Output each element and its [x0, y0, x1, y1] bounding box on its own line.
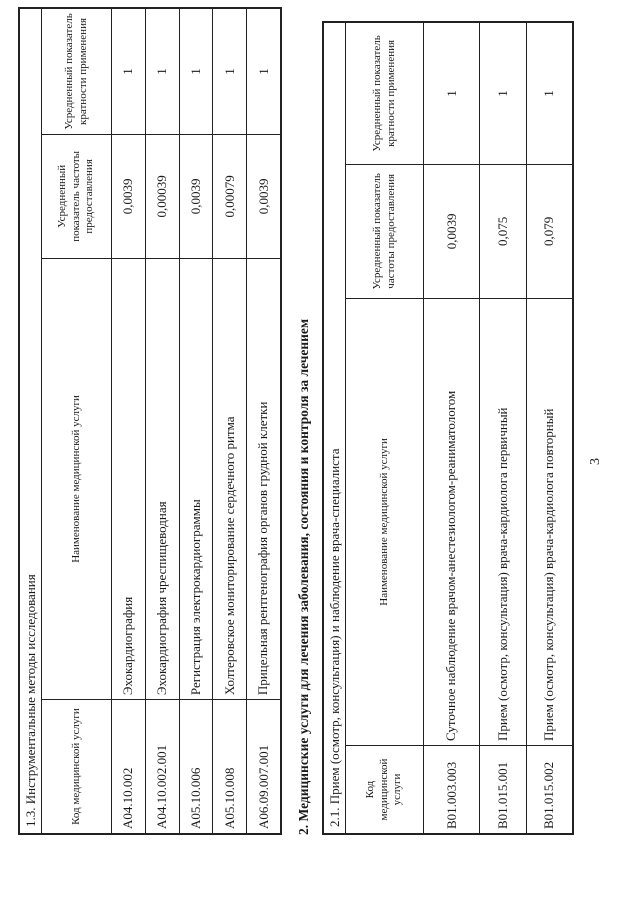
row-name: Прицельная рентгенография органов грудной клетки: [247, 258, 281, 699]
row-name: Прием (осмотр, консультация) врача-кардиолога повторный: [526, 298, 573, 745]
row-code: A06.09.007.001: [247, 700, 281, 834]
table-instrumental-methods: [18, 7, 282, 835]
row-multiplicity: 1: [213, 9, 247, 135]
table1-header-code: Код медицинской услуги: [42, 700, 112, 834]
row-multiplicity: 1: [480, 23, 527, 165]
page-number: 3: [588, 458, 603, 465]
table-row: [145, 9, 179, 834]
row-frequency: 0,0039: [247, 134, 281, 258]
row-multiplicity: 1: [424, 23, 480, 165]
row-code: A04.10.002.001: [145, 700, 179, 834]
table-row: [526, 23, 573, 834]
row-code: B01.015.001: [480, 746, 527, 834]
row-frequency: 0,00039: [145, 134, 179, 258]
table-row: [179, 9, 213, 834]
table2-header-multiplicity: Усредненный показатель кратности применения: [346, 23, 424, 165]
row-frequency: 0,00079: [213, 134, 247, 258]
section-2-heading: 2. Медицинские услуги для лечения заболевания, состояния и контроля за лечением: [296, 318, 311, 835]
row-frequency: 0,0039: [424, 164, 480, 298]
row-multiplicity: 1: [247, 9, 281, 135]
table1-header-multiplicity: Усредненный показатель кратности применения: [42, 9, 112, 135]
row-name: Прием (осмотр, консультация) врача-кардиолога первичный: [480, 298, 527, 745]
table1-header-frequency: Усредненный показатель частоты предоставления: [42, 134, 112, 258]
table-row: [480, 23, 527, 834]
row-frequency: 0,079: [526, 164, 573, 298]
row-name: Суточное наблюдение врачом-анестезиологом-реаниматологом: [424, 298, 480, 745]
row-frequency: 0,0039: [179, 134, 213, 258]
row-code: A04.10.002: [112, 700, 146, 834]
row-name: Эхокардиография чреспищеводная: [145, 258, 179, 699]
table-row: [424, 23, 480, 834]
row-name: Регистрация электрокардиограммы: [179, 258, 213, 699]
row-name: Эхокардиография: [112, 258, 146, 699]
table1-header-name: Наименование медицинской услуги: [42, 258, 112, 699]
table-row: [247, 9, 281, 834]
row-code: A05.10.006: [179, 700, 213, 834]
table1-caption: 1.3. Инструментальные методы исследования: [20, 9, 42, 834]
row-code: B01.015.002: [526, 746, 573, 834]
table2-caption: 2.1. Прием (осмотр, консультация) и наблюдение врача-специалиста: [324, 23, 346, 834]
table2-header-name: Наименование медицинской услуги: [346, 298, 424, 745]
table-row: [213, 9, 247, 834]
row-frequency: 0,0039: [112, 134, 146, 258]
row-code: B01.003.003: [424, 746, 480, 834]
table-row: [112, 9, 146, 834]
row-multiplicity: 1: [179, 9, 213, 135]
row-multiplicity: 1: [112, 9, 146, 135]
row-multiplicity: 1: [526, 23, 573, 165]
table2-header-frequency: Усредненный показатель частоты предоставления: [346, 164, 424, 298]
row-frequency: 0,075: [480, 164, 527, 298]
row-code: A05.10.008: [213, 700, 247, 834]
row-multiplicity: 1: [145, 9, 179, 135]
table2-header-code: Код медицинской услуги: [346, 746, 424, 834]
row-name: Холтеровское мониторирование сердечного ритма: [213, 258, 247, 699]
table-specialist-consultation: [322, 21, 574, 835]
